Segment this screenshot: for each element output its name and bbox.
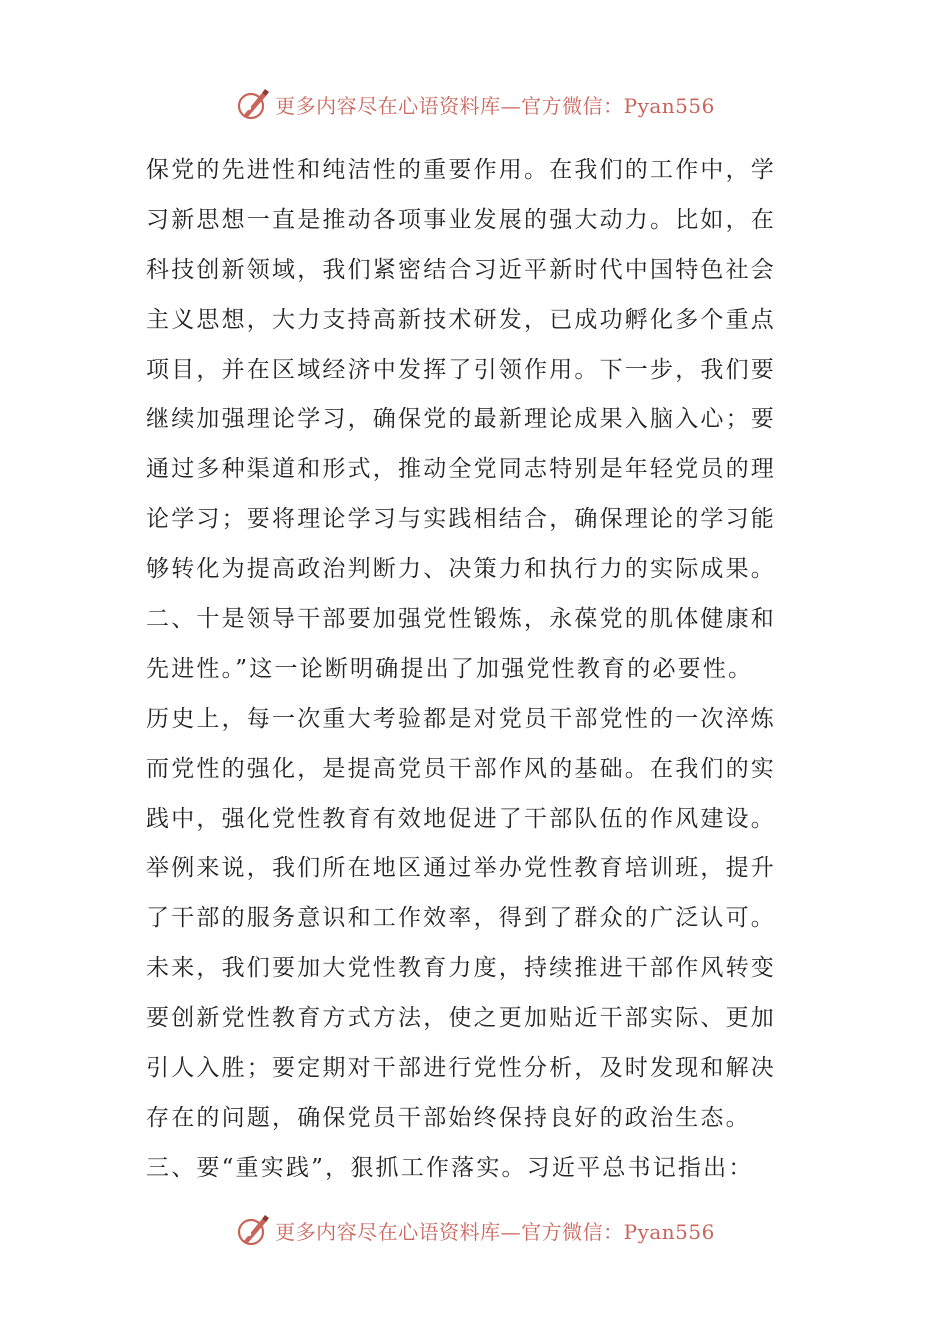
pen-logo-icon	[235, 1212, 271, 1248]
text-line: 二、十是领导干部要加强党性锻炼，永葆党的肌体健康和	[146, 606, 776, 633]
text-line: 践中，强化党性教育有效地促进了干部队伍的作风建设。	[146, 805, 776, 832]
text-line: 够转化为提高政治判断力、决策力和执行力的实际成果。	[146, 556, 776, 583]
text-line: 主义思想，大力支持高新技术研发，已成功孵化多个重点	[146, 306, 776, 333]
text-line: 引人入胜；要定期对干部进行党性分析，及时发现和解决	[146, 1055, 776, 1082]
text-line: 历史上，每一次重大考验都是对党员干部党性的一次淬炼	[146, 705, 776, 732]
text-line: 科技创新领域，我们紧密结合习近平新时代中国特色社会	[146, 256, 776, 283]
text-line: 继续加强理论学习，确保党的最新理论成果入脑入心；要	[146, 406, 776, 433]
text-line: 习新思想一直是推动各项事业发展的强大动力。比如，在	[146, 206, 776, 233]
text-line: 论学习；要将理论学习与实践相结合，确保理论的学习能	[146, 506, 776, 533]
text-line: 保党的先进性和纯洁性的重要作用。在我们的工作中，学	[146, 157, 776, 183]
text-line: 通过多种渠道和形式，推动全党同志特别是年轻党员的理	[146, 456, 776, 483]
text-line: 要创新党性教育方式方法，使之更加贴近干部实际、更加	[146, 1005, 776, 1032]
footer-watermark-banner	[0, 1210, 950, 1250]
text-line: 而党性的强化，是提高党员干部作风的基础。在我们的实	[146, 755, 776, 782]
text-line: 了干部的服务意识和工作效率，得到了群众的广泛认可。	[146, 905, 776, 932]
pen-logo-icon	[235, 86, 271, 122]
text-line: 未来，我们要加大党性教育力度，持续推进干部作风转变	[146, 955, 776, 982]
text-line: 项目，并在区域经济中发挥了引领作用。下一步，我们要	[146, 356, 776, 383]
text-line: 三、要“重实践”，狠抓工作落实。习近平总书记指出：	[146, 1154, 754, 1181]
text-line: 举例来说，我们所在地区通过举办党性教育培训班，提升	[146, 855, 776, 882]
document-body	[146, 146, 806, 1194]
text-line: 存在的问题，确保党员干部始终保持良好的政治生态。	[146, 1104, 751, 1131]
watermark-text: 更多内容尽在心语资料库—官方微信：Pyan556	[275, 1219, 715, 1244]
text-line: 先进性。”这一论断明确提出了加强党性教育的必要性。	[146, 655, 754, 682]
header-watermark-banner	[0, 84, 950, 124]
watermark-text: 更多内容尽在心语资料库—官方微信：Pyan556	[275, 93, 715, 118]
